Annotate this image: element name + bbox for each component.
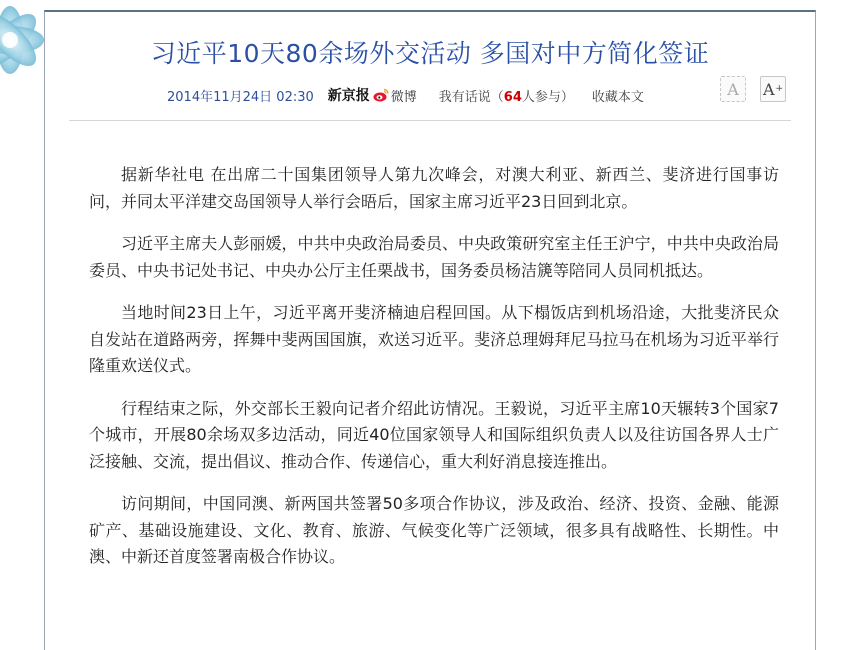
favorite-link[interactable]: 收藏本文 bbox=[591, 89, 644, 105]
comment-suffix: 人参与） bbox=[521, 89, 574, 105]
comment-prefix: 我有话说（ bbox=[438, 89, 504, 105]
paragraph-4: 行程结束之际，外交部长王毅向记者介绍此访情况。王毅说，习近平主席10天辗转3个国家7个城市，开展80余场双多边活动，同近40位国家领导人和国际组织负责人以及往访国各界人士广泛接触、交流，提出倡议、推动合作、传递信心，重大利好消息接连推出。 bbox=[89, 398, 779, 471]
paragraph-3: 当地时间23日上午，习近平离开斐济楠迪启程回国。从下榻饭店到机场沿途，大批斐济民众自发站在道路两旁，挥舞中斐两国国旗，欢送习近平。斐济总理姆拜尼马拉马在机场为习近平举行隆重欢送仪式。 bbox=[89, 303, 779, 375]
paragraph-5: 访问期间，中国同澳、新两国共签署50多项合作协议，涉及政治、经济、投资、金融、能源矿产、基础设施建设、文化、教育、旅游、气候变化等广泛领域，很多具有战略性、长期性。中澳、中新还首度签署南极合作协议。 bbox=[89, 494, 779, 566]
weibo-share-button[interactable] bbox=[373, 86, 417, 105]
font-increase-button[interactable] bbox=[760, 76, 786, 102]
comment-count: 64 bbox=[503, 89, 522, 105]
weibo-icon bbox=[373, 88, 389, 102]
divider bbox=[69, 120, 791, 121]
font-decrease-button[interactable] bbox=[720, 76, 746, 102]
comment-link[interactable] bbox=[439, 86, 574, 105]
font-small-label: A bbox=[727, 79, 739, 99]
font-large-label: A bbox=[762, 79, 775, 99]
plus-icon: + bbox=[775, 84, 784, 94]
paragraph-1: 据新华社电 在出席二十国集团领导人第九次峰会，对澳大利亚、新西兰、斐济进行国事访问，并同太平洋建交岛国领导人举行会晤后，国家主席习近平23日回到北京。 bbox=[89, 165, 779, 211]
decorative-flower-image bbox=[0, 0, 50, 100]
weibo-label: 微博 bbox=[390, 89, 417, 105]
paragraph-2: 习近平主席夫人彭丽媛，中共中央政治局委员、中央政策研究室主任王沪宁，中共中央政治局委员、中央书记处书记、中央办公厅主任栗战书，国务委员杨洁篪等陪同人员同机抵达。 bbox=[89, 234, 779, 280]
article-meta bbox=[167, 84, 644, 106]
publish-date: 2014年11月24日 02:30 bbox=[167, 89, 314, 105]
article-title: 习近平10天80余场外交活动 多国对中方简化签证 bbox=[150, 39, 710, 68]
source-link[interactable]: 新京报 bbox=[327, 88, 370, 104]
article-container bbox=[44, 10, 816, 650]
article-body bbox=[89, 162, 779, 587]
